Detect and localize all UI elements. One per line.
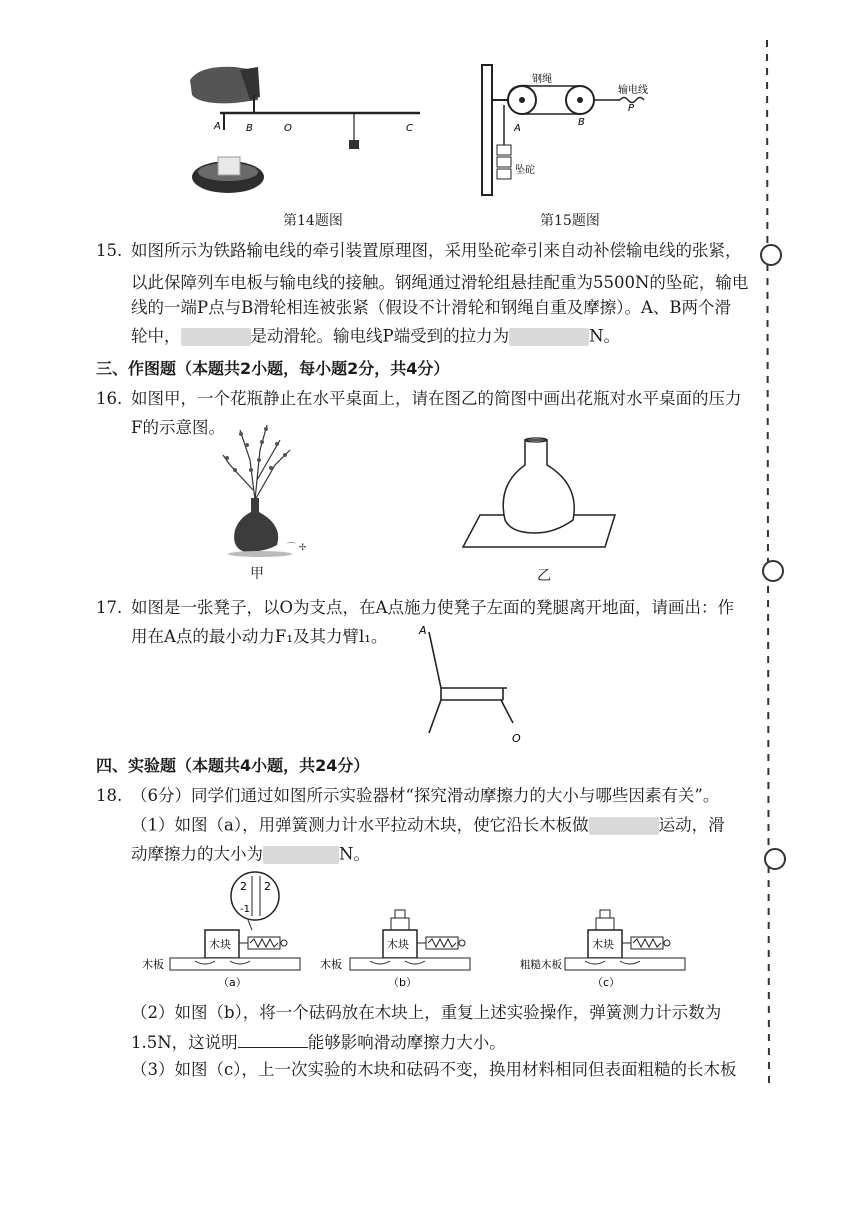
figure-16-vase-sketch: [455, 435, 625, 555]
fig16-label-jia: 甲: [250, 566, 264, 582]
q15-line-4: [131, 328, 620, 346]
q15-line-1: 如图所示为铁路输电线的牵引装置原理图，采用坠砣牵引来自动补偿输电线的张紧，: [131, 241, 742, 260]
q18-part-2-cont: [131, 1033, 506, 1052]
svg-text:-1: -1: [240, 904, 250, 915]
fig17-label-o: O: [512, 732, 521, 745]
section-4-heading: 四、实验题（本题共4小题，共24分）: [96, 756, 370, 775]
q17-number: 17.: [96, 598, 123, 617]
spring-scale-zoom: [231, 872, 279, 920]
q18-p2-text-b: 1.5N，这说明: [131, 1033, 238, 1052]
answer-blank-18a[interactable]: [589, 817, 659, 835]
q18-part-3: （3）如图（c），上一次实验的木块和砝码不变，换用材料相同但表面粗糙的长木板: [131, 1060, 737, 1079]
figure-18-experiments: [140, 868, 700, 993]
figure-14: [180, 55, 440, 205]
q16-line-1: 如图甲，一个花瓶静止在水平桌面上，请在图乙的简图中画出花瓶对水平桌面的压力: [131, 389, 742, 408]
fig14-label-o: O: [284, 123, 292, 134]
fig15-rope-label: 钢绳: [532, 74, 552, 85]
fig15-caption: 第15题图: [540, 213, 600, 229]
fig15-label-a: A: [514, 123, 521, 134]
q18-part-1-cont: [131, 846, 370, 864]
figure-16-vase-photo: [205, 420, 315, 560]
q18-number: 18.: [96, 786, 123, 805]
answer-blank-18c[interactable]: [238, 1033, 308, 1048]
binding-margin: [755, 30, 795, 1100]
q18-p1-text-c: 动摩擦力的大小为: [131, 844, 263, 864]
q15-line-3: 线的一端P点与B滑轮相连被张紧（假设不计滑轮和钢绳自重及摩擦）。A、B两个滑: [131, 298, 732, 317]
q18-p1-text-b: 运动，滑: [658, 815, 725, 835]
figure-17-stool: [415, 618, 525, 748]
block-label-c: 木块: [592, 938, 614, 951]
figure-15: [470, 55, 690, 205]
fig18-label-a: （a）: [218, 976, 247, 989]
q18-line-1: （6分）同学们通过如图所示实验器材“探究滑动摩擦力的大小与哪些因素有关”。: [131, 786, 720, 805]
punch-hole-2: [763, 561, 783, 581]
punch-hole-3: [765, 849, 785, 869]
setup-a: [142, 872, 300, 989]
q15-text-b: 是动滑轮。输电线P端受到的拉力为: [250, 326, 510, 346]
q18-part-1: [131, 817, 725, 835]
q15-text-c: N。: [589, 326, 621, 346]
fig15-label-p: P: [628, 103, 635, 114]
block-label-a: 木块: [209, 938, 231, 951]
q18-p2-text-c: 能够影响滑动摩擦力大小。: [307, 1033, 506, 1052]
fig18-label-b: （b）: [388, 976, 417, 989]
fig18-label-c: （c）: [592, 976, 621, 989]
section-3-heading: 三、作图题（本题共2小题，每小题2分，共4分）: [96, 359, 450, 378]
fig14-caption: 第14题图: [283, 213, 343, 229]
q18-p1-text-d: N。: [339, 844, 370, 864]
q15-line-2: 以此保障列车电板与输电线的接触。钢绳通过滑轮组悬挂配重为5500N的坠砣，输电: [131, 273, 749, 292]
q17-line-1: 如图是一张凳子，以O为支点，在A点施力使凳子左面的凳腿离开地面，请画出：作: [131, 598, 734, 617]
fig16-label-yi: 乙: [537, 568, 551, 584]
fig15-label-b: B: [578, 117, 585, 128]
svg-text:⌒ ✢: ⌒ ✢: [287, 543, 307, 553]
q17-line-2: 用在A点的最小动力F₁及其力臂l₁。: [131, 627, 388, 646]
q15-text-a: 轮中，: [131, 326, 181, 346]
setup-b: [320, 910, 470, 989]
fig17-label-a: A: [419, 624, 427, 637]
q16-number: 16.: [96, 389, 123, 408]
fig14-label-a: A: [214, 121, 221, 132]
board-label-b: 木板: [320, 958, 342, 971]
answer-blank-15a[interactable]: [181, 328, 251, 346]
answer-blank-18b[interactable]: [263, 846, 339, 864]
q18-p1-text-a: （1）如图（a），用弹簧测力计水平拉动木块，使它沿长木板做: [131, 815, 589, 835]
board-label-c: 粗糙木板: [520, 959, 562, 971]
vase-body: [234, 498, 278, 552]
fig14-label-b: B: [246, 123, 253, 134]
svg-text:2: 2: [240, 880, 247, 893]
q16-line-2: F的示意图。: [131, 418, 225, 437]
setup-c: [520, 910, 685, 989]
fig15-wire-label: 输电线: [618, 85, 648, 96]
q15-number: 15.: [96, 241, 123, 260]
fig14-label-c: C: [406, 123, 413, 134]
svg-text:2: 2: [264, 880, 271, 893]
fig15-weight-label: 坠砣: [515, 165, 535, 176]
vase-outline: [503, 440, 574, 533]
answer-blank-15b[interactable]: [509, 328, 589, 346]
board-label-a: 木板: [142, 958, 164, 971]
punch-hole-1: [761, 245, 781, 265]
block-label-b: 木块: [387, 938, 409, 951]
q18-part-2: （2）如图（b），将一个砝码放在木块上，重复上述实验操作，弹簧测力计示数为: [131, 1003, 722, 1022]
